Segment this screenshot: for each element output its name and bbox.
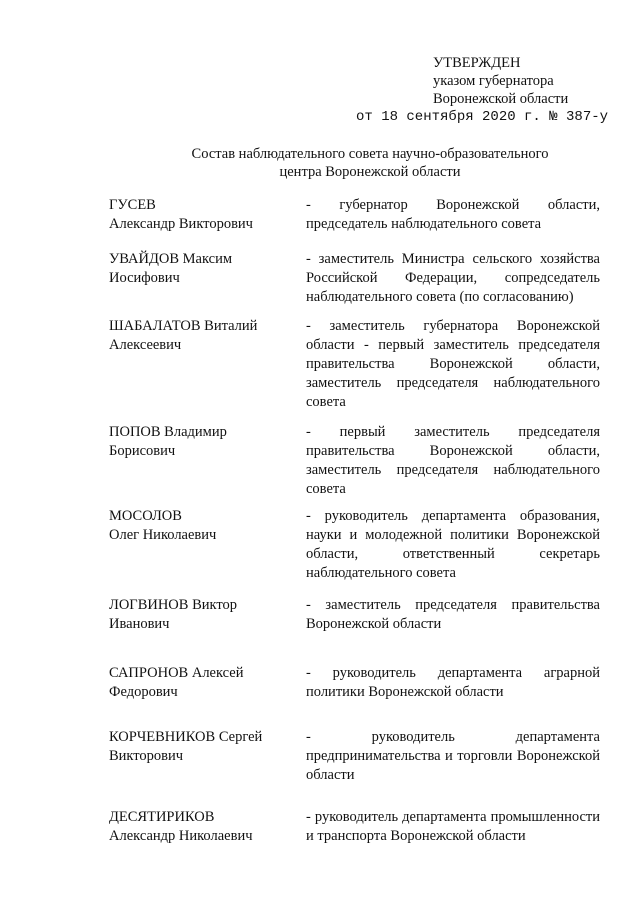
approval-block bbox=[433, 54, 568, 108]
approval-region: Воронежской области bbox=[433, 91, 569, 107]
member-surname: ЛОГВИНОВ Виктор bbox=[109, 597, 238, 613]
decree-reference: от 18 сентября 2020 г. № 387-у bbox=[356, 109, 609, 125]
member-role: - руководитель департамента промышленности и транспорта Воронежской области bbox=[306, 809, 600, 844]
member-role: - заместитель председателя правительства Воронежской области bbox=[306, 597, 600, 632]
member-given-name: Александр Николаевич bbox=[109, 828, 253, 844]
title-line-1: Состав наблюдательного совета научно-образовательного bbox=[191, 146, 549, 162]
member-surname: ДЕСЯТИРИКОВ bbox=[109, 809, 215, 825]
approval-status: УТВЕРЖДЕН bbox=[433, 55, 521, 71]
member-surname: ПОПОВ Владимир bbox=[109, 424, 227, 440]
member-name bbox=[109, 808, 294, 846]
member-given-name: Викторович bbox=[109, 748, 184, 764]
member-name bbox=[109, 596, 294, 634]
member-name bbox=[109, 728, 294, 766]
member-surname: УВАЙДОВ Максим bbox=[109, 251, 233, 267]
member-role: - руководитель департамента аграрной политики Воронежской области bbox=[306, 665, 600, 700]
member-name bbox=[109, 317, 294, 355]
member-given-name: Иосифович bbox=[109, 270, 180, 286]
document-title bbox=[100, 145, 640, 181]
member-given-name: Александр Викторович bbox=[109, 216, 253, 232]
member-role: - руководитель департамента предпринимательства и торговли Воронежской области bbox=[306, 729, 600, 783]
approval-by: указом губернатора bbox=[433, 73, 554, 89]
member-surname: ШАБАЛАТОВ Виталий bbox=[109, 318, 258, 334]
member-given-name: Иванович bbox=[109, 616, 170, 632]
member-surname: ГУСЕВ bbox=[109, 197, 156, 213]
member-given-name: Олег Николаевич bbox=[109, 527, 217, 543]
title-line-2: центра Воронежской области bbox=[279, 164, 461, 180]
member-name bbox=[109, 250, 294, 288]
member-role: - первый заместитель председателя правительства Воронежской области, заместитель председателя наблюдательного совета bbox=[306, 424, 600, 497]
member-name bbox=[109, 423, 294, 461]
member-name bbox=[109, 664, 294, 702]
member-name bbox=[109, 507, 294, 545]
member-role: - руководитель департамента образования, науки и молодежной политики Воронежской области, ответственный секретарь наблюдательного совета bbox=[306, 508, 600, 581]
member-given-name: Федорович bbox=[109, 684, 178, 700]
member-surname: КОРЧЕВНИКОВ Сергей bbox=[109, 729, 263, 745]
member-role: - заместитель Министра сельского хозяйства Российской Федерации, сопредседатель наблюдательного совета (по согласованию) bbox=[306, 251, 600, 305]
member-surname: САПРОНОВ Алексей bbox=[109, 665, 244, 681]
member-given-name: Борисович bbox=[109, 443, 176, 459]
member-role: - заместитель губернатора Воронежской области - первый заместитель председателя правительства Воронежской области, заместитель председателя наблюдательного совета bbox=[306, 318, 600, 410]
member-given-name: Алексеевич bbox=[109, 337, 182, 353]
member-name bbox=[109, 196, 294, 234]
member-role: - губернатор Воронежской области, председатель наблюдательного совета bbox=[306, 197, 600, 232]
member-surname: МОСОЛОВ bbox=[109, 508, 182, 524]
